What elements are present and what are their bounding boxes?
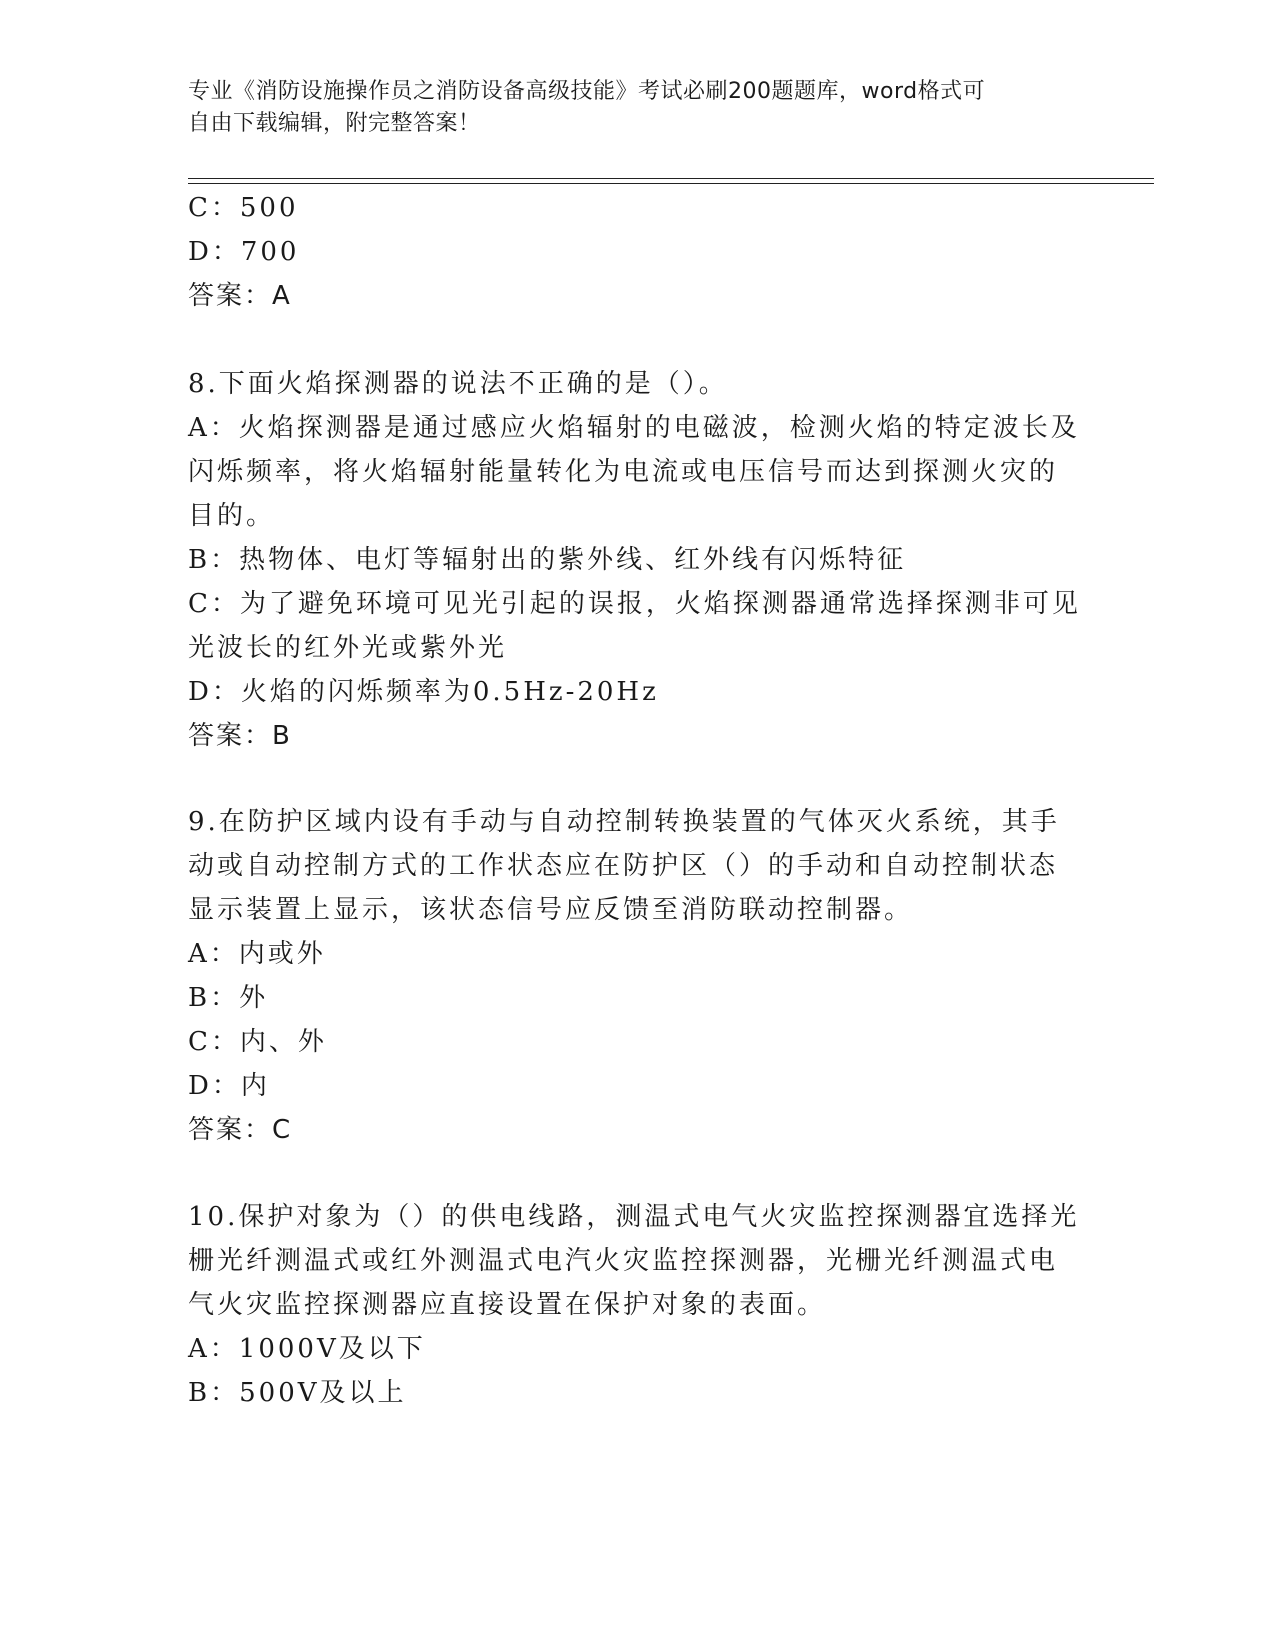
q10-option-b: B：500V及以上 bbox=[188, 1378, 407, 1408]
q8-option-a-line-3: 目的。 bbox=[188, 501, 276, 531]
prev-option-c: C：500 bbox=[188, 193, 299, 223]
q9-stem-line-3: 显示装置上显示，该状态信号应反馈至消防联动控制器。 bbox=[188, 895, 914, 925]
header-line-2: 自由下载编辑，附完整答案！ bbox=[188, 111, 481, 136]
header-divider-bottom bbox=[188, 183, 1154, 184]
header-divider-top bbox=[188, 178, 1154, 179]
q8-answer: 答案：B bbox=[188, 721, 292, 751]
q8-stem: 8.下面火焰探测器的说法不正确的是（）。 bbox=[188, 369, 728, 399]
q8-option-d: D：火焰的闪烁频率为0.5Hz-20Hz bbox=[188, 677, 659, 707]
q8-option-a-line-2: 闪烁频率，将火焰辐射能量转化为电流或电压信号而达到探测火灾的 bbox=[188, 457, 1059, 487]
q8-option-b: B：热物体、电灯等辐射出的紫外线、红外线有闪烁特征 bbox=[188, 545, 907, 575]
prev-option-d: D：700 bbox=[188, 237, 300, 267]
q9-option-d: D：内 bbox=[188, 1071, 270, 1101]
q9-option-c: C：内、外 bbox=[188, 1027, 327, 1057]
q10-stem-line-1: 10.保护对象为（）的供电线路，测温式电气火灾监控探测器宜选择光 bbox=[188, 1202, 1080, 1232]
q9-stem-line-1: 9.在防护区域内设有手动与自动控制转换装置的气体灭火系统，其手 bbox=[188, 807, 1060, 837]
q8-option-a-line-1: A：火焰探测器是通过感应火焰辐射的电磁波，检测火焰的特定波长及 bbox=[188, 413, 1080, 443]
q10-stem-line-2: 栅光纤测温式或红外测温式电汽火灾监控探测器，光栅光纤测温式电 bbox=[188, 1246, 1059, 1276]
q10-option-a: A：1000V及以下 bbox=[188, 1334, 426, 1364]
header-line-1: 专业《消防设施操作员之消防设备高级技能》考试必刷200题题库，word格式可 bbox=[188, 79, 986, 104]
q9-option-b: B：外 bbox=[188, 983, 269, 1013]
q10-stem-line-3: 气火灾监控探测器应直接设置在保护对象的表面。 bbox=[188, 1290, 827, 1320]
prev-answer: 答案：A bbox=[188, 281, 292, 311]
q9-stem-line-2: 动或自动控制方式的工作状态应在防护区（）的手动和自动控制状态 bbox=[188, 851, 1059, 881]
q8-option-c-line-1: C：为了避免环境可见光引起的误报，火焰探测器通常选择探测非可见 bbox=[188, 589, 1081, 619]
document-header bbox=[188, 76, 1088, 140]
q9-answer: 答案：C bbox=[188, 1115, 293, 1145]
q9-option-a: A：内或外 bbox=[188, 939, 326, 969]
q8-option-c-line-2: 光波长的红外光或紫外光 bbox=[188, 633, 508, 663]
